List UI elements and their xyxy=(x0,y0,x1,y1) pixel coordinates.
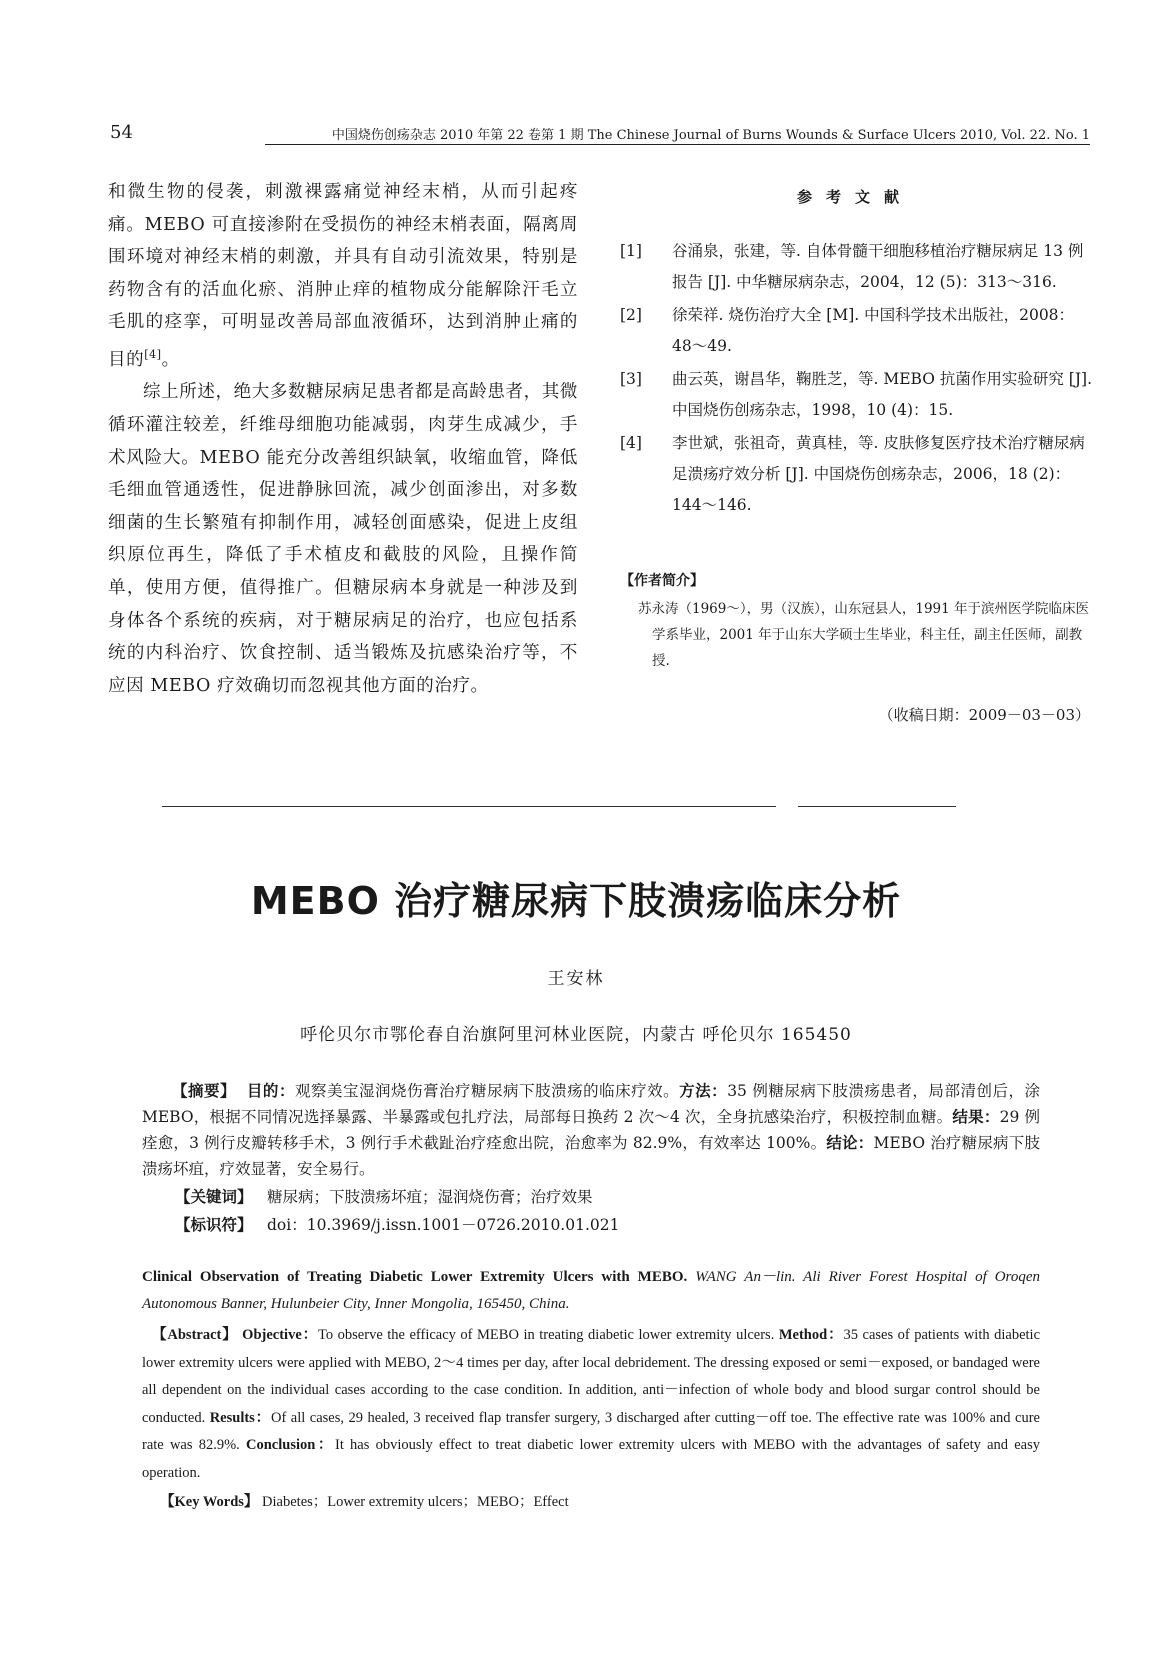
reference-item: [4] 李世斌，张祖奇，黄真桂，等. 皮肤修复医疗技术治疗糖尿病足溃疡疗效分析 [J]. 中国烧伤创疡杂志，2006，18 (2)：144～146. xyxy=(620,434,1085,514)
english-title: Clinical Observation of Treating Diabetic Lower Extremity Ulcers with MEBO. WANG An－lin. Ali River Forest Hospital of Oroqen Autonomous Banner, Hulunbeier City, Inner Mongolia, 165450, China. xyxy=(142,1269,1040,1312)
received-date: （收稿日期：2009－03－03） xyxy=(878,706,1090,724)
keywords-english: 【Key Words】 Diabetes；Lower extremity ulcers；MEBO；Effect xyxy=(160,1494,569,1510)
author-bio: 苏永涛（1969～），男（汉族），山东冠县人，1991 年于滨州医学院临床医学系毕业，2001 年于山东大学硕士生毕业，科主任，副主任医师，副教授. xyxy=(638,601,1090,669)
identifier-doi: 【标识符】 doi：10.3969/j.issn.1001－0726.2010.01.021 xyxy=(175,1215,620,1234)
paragraph-continuation: 和微生物的侵袭，刺激裸露痛觉神经末梢，从而引起疼痛。MEBO 可直接渗附在受损伤的神经末梢表面，隔离周围环境对神经末梢的刺激，并具有自动引流效果，特别是药物含有的活血化瘀、消肿止痒的植物成分能解除汗毛立毛肌的痉挛，可明显改善局部血液循环，达到消肿止痛的目的[4]。 xyxy=(108,182,578,370)
left-column-text xyxy=(108,176,578,702)
page-number: 54 xyxy=(110,122,133,143)
references-list xyxy=(620,236,1092,523)
reference-item: [3] 曲云英，谢昌华，鞠胜芝，等. MEBO 抗菌作用实验研究 [J]. 中国烧伤创疡杂志，1998，10 (4)：15. xyxy=(620,370,1093,419)
reference-item: [1] 谷涌泉，张建，等. 自体骨髓干细胞移植治疗糖尿病足 13 例报告 [J]. 中华糖尿病杂志，2004，12 (5)：313～316. xyxy=(620,242,1084,291)
article-separator-right xyxy=(798,806,956,807)
article-affiliation: 呼伦贝尔市鄂伦春自治旗阿里河林业医院，内蒙古 呼伦贝尔 165450 xyxy=(300,1025,852,1045)
reference-item: [2] 徐荣祥. 烧伤治疗大全 [M]. 中国科学技术出版社，2008：48～49. xyxy=(620,306,1075,355)
article-separator-left xyxy=(162,806,776,807)
references-heading: 参考文献 xyxy=(796,188,913,206)
page-header xyxy=(110,122,1090,146)
citation-marker: [4] xyxy=(144,347,162,361)
keywords-chinese: 【关键词】 糖尿病；下肢溃疡坏疽；湿润烧伤膏；治疗效果 xyxy=(175,1187,593,1206)
abstract-english: 【Abstract】 Objective：To observe the efficacy of MEBO in treating diabetic lower extremity ulcers. Method：35 cases of patients with diabetic lower extremity ulcers were applied with MEBO, 2～4 times per day, after local debridement. The dressing exposed or semi－exposed, or bandaged were all dependent on the individual cases according to the case condition. In addition, anti－infection of whole body and blood surgar control should be conducted. Results：Of all cases, 29 healed, 3 received flap transfer surgery, 3 discharged after cutting－off toe. The effective rate was 100% and cure rate was 82.9%. Conclusion：It has obviously effect to treat diabetic lower extremity ulcers with MEBO with the advantages of safety and easy operation. xyxy=(142,1327,1041,1481)
header-rule xyxy=(265,144,1090,145)
author-bio-label: 【作者简介】 xyxy=(620,573,704,589)
abstract-chinese: 【摘要】 目的：观察美宝湿润烧伤膏治疗糖尿病下肢溃疡的临床疗效。方法：35 例糖尿病下肢溃疡患者，局部清创后，涂 MEBO，根据不同情况选择暴露、半暴露或包扎疗法，局部每日换药 2 次～4 次，全身抗感染治疗，积极控制血糖。结果：29 例痊愈，3 例行皮瓣转移手术，3 例行手术截趾治疗痊愈出院，治愈率为 82.9%，有效率达 100%。结论：MEBO 治疗糖尿病下肢溃疡坏疽，疗效显著，安全易行。 xyxy=(142,1081,1040,1178)
paragraph-summary: 综上所述，绝大多数糖尿病足患者都是高龄患者，其微循环灌注较差，纤维母细胞功能减弱，肉芽生成减少，手术风险大。MEBO 能充分改善组织缺氧，收缩血管，降低毛细血管通透性，促进静脉回流，减少创面渗出，对多数细菌的生长繁殖有抑制作用，减轻创面感染，促进上皮组织原位再生，降低了手术植皮和截肢的风险，且操作简单，使用方便，值得推广。但糖尿病本身就是一种涉及到身体各个系统的疾病，对于糖尿病足的治疗，也应包括系统的内科治疗、饮食控制、适当锻炼及抗感染治疗等，不应因 MEBO 疗效确切而忽视其他方面的治疗。 xyxy=(108,382,578,696)
article-author: 王安林 xyxy=(547,969,605,989)
running-title: 中国烧伤创疡杂志 2010 年第 22 卷第 1 期 The Chinese Journal of Burns Wounds & Surface Ulcers 2010, Vol. 22. No. 1 xyxy=(331,128,1090,143)
article-title: MEBO 治疗糖尿病下肢溃疡临床分析 xyxy=(250,879,902,923)
